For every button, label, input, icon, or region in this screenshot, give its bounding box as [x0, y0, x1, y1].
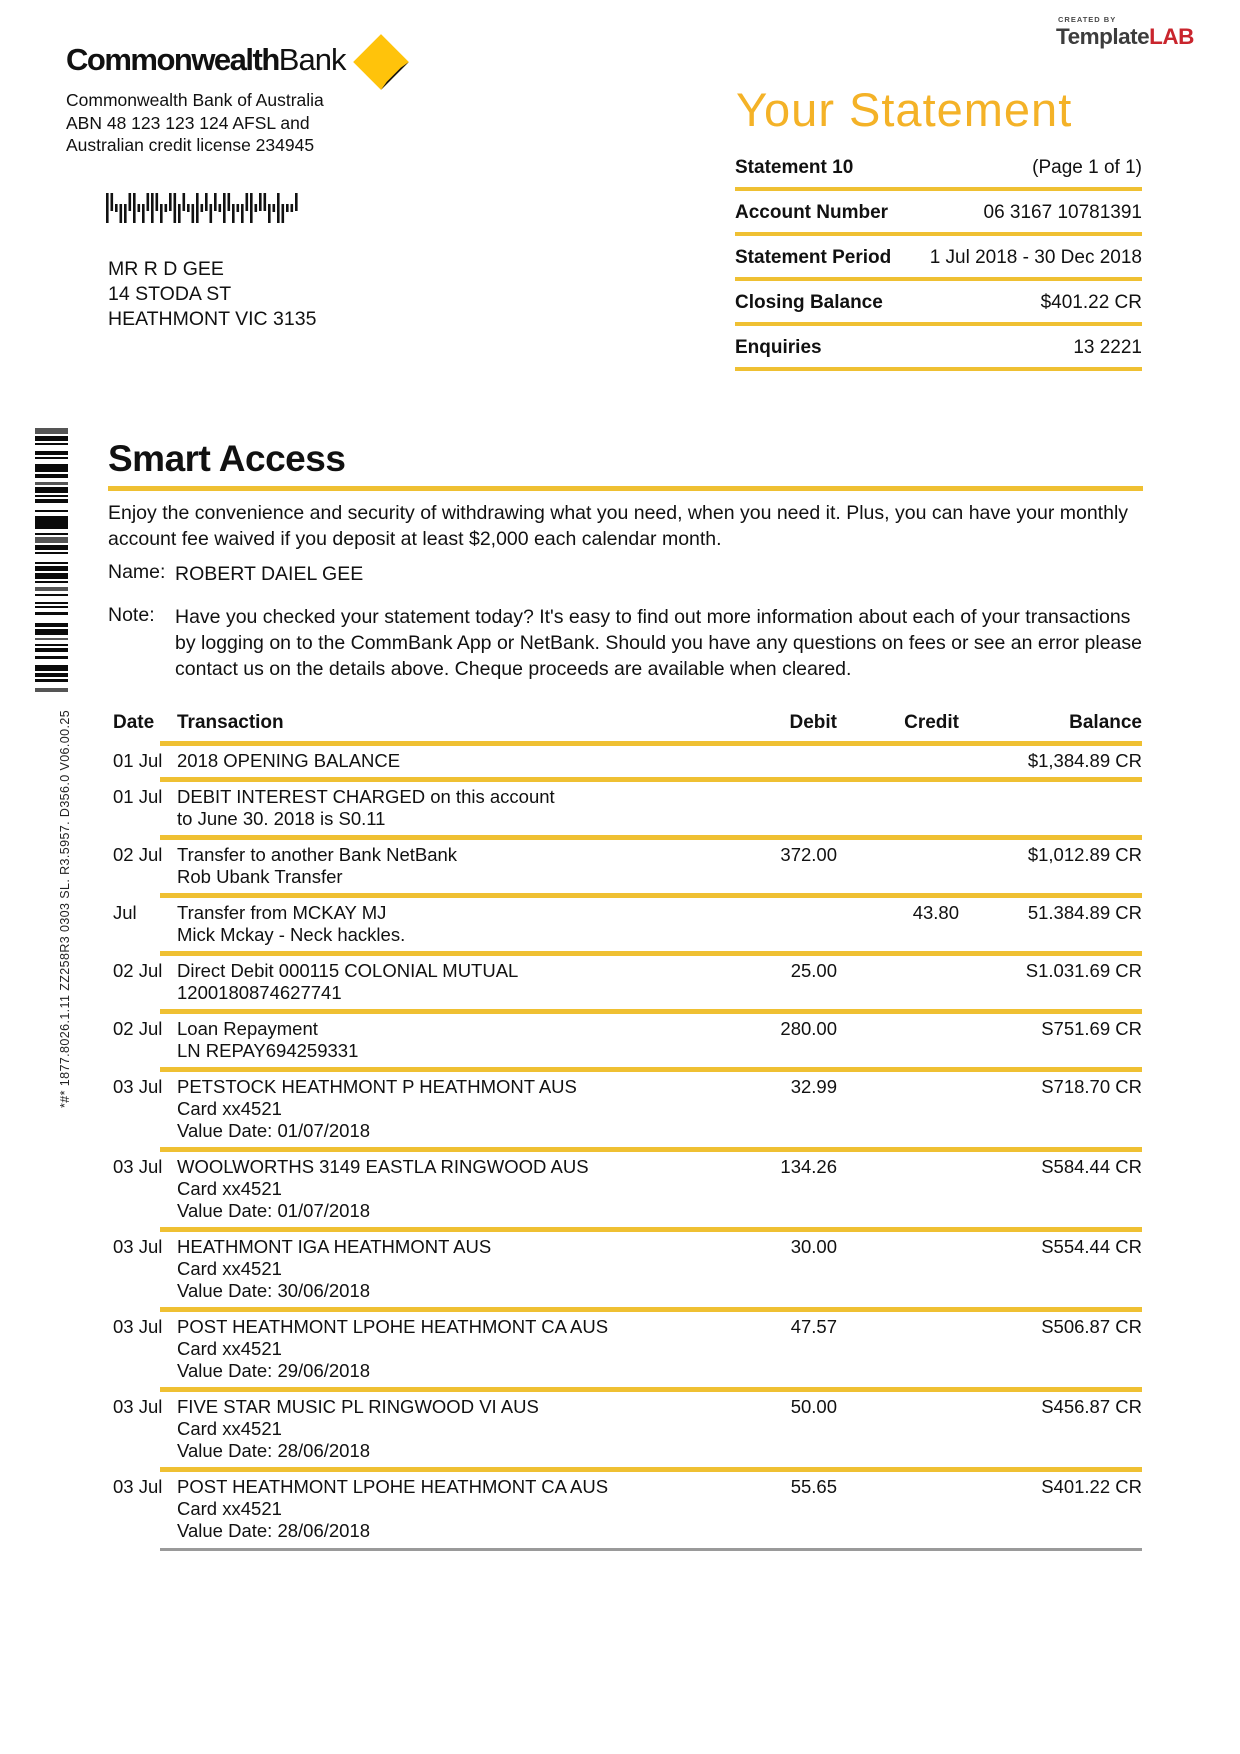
note-text: Have you checked your statement today? It's easy to find out more information about each of your transactions by logging on to the CommBank App or NetBank. Should you have any questions on fees or see an error please contact us on the details above. Cheque proceeds are available when cleared.	[175, 606, 1142, 680]
transaction-row	[113, 1232, 1142, 1307]
txn-date: 03 Jul	[113, 1476, 163, 1497]
info-row-statement-number	[735, 146, 1142, 191]
txn-date: 02 Jul	[113, 960, 163, 981]
templatelab-template-text: Template	[1056, 23, 1150, 49]
note-row	[108, 604, 1143, 682]
txn-balance: 51.384.89 CR	[1027, 902, 1142, 923]
txn-balance: S1.031.69 CR	[1025, 960, 1142, 981]
info-value: (Page 1 of 1)	[1032, 157, 1142, 178]
txn-balance: $1,012.89 CR	[1027, 844, 1142, 865]
page-title: Your Statement	[736, 83, 1073, 136]
txn-debit: 25.00	[790, 960, 837, 981]
col-header-transaction: Transaction	[177, 712, 284, 733]
recipient-address	[108, 257, 316, 332]
transaction-row	[113, 1152, 1142, 1227]
col-header-credit: Credit	[904, 712, 959, 733]
info-row-account-number	[735, 191, 1142, 236]
col-header-balance: Balance	[1069, 712, 1142, 733]
txn-date: 01 Jul	[113, 750, 163, 771]
txn-description: Transfer to another Bank NetBank Rob Ubank Transfer	[177, 844, 458, 887]
info-row-statement-period	[735, 236, 1142, 281]
info-label: Statement Period	[735, 247, 892, 268]
txn-date: 03 Jul	[113, 1316, 163, 1337]
templatelab-logo	[1056, 16, 1194, 48]
txn-balance: S584.44 CR	[1041, 1156, 1142, 1177]
transaction-row	[113, 956, 1142, 1009]
info-row-enquiries	[735, 326, 1142, 371]
transaction-row	[113, 1472, 1142, 1547]
spine-barcode-icon	[35, 428, 68, 690]
commbank-wordmark	[66, 42, 345, 78]
transactions-body	[113, 746, 1142, 1551]
recipient-line: 14 STODA ST	[108, 283, 232, 305]
txn-debit: 372.00	[780, 844, 837, 865]
txn-description: Direct Debit 000115 COLONIAL MUTUAL 1200180874627741	[177, 960, 519, 1003]
txn-debit: 280.00	[780, 1018, 837, 1039]
transaction-row	[113, 1014, 1142, 1067]
txn-balance: $1,384.89 CR	[1027, 750, 1142, 771]
address-barcode-icon	[105, 193, 301, 223]
txn-date: 01 Jul	[113, 786, 163, 807]
transaction-row	[113, 1392, 1142, 1467]
section-intro-text: Enjoy the convenience and security of withdrawing what you need, when you need it. Plus, you can have your monthly account fee waived if you deposit at least $2,000 each calendar month.	[108, 502, 1129, 550]
txn-balance: S506.87 CR	[1041, 1316, 1142, 1337]
templatelab-lab-text: LAB	[1149, 23, 1194, 49]
txn-description: DEBIT INTEREST CHARGED on this account to June 30. 2018 is S0.11	[177, 786, 555, 829]
txn-balance: S554.44 CR	[1041, 1236, 1142, 1257]
txn-date: 03 Jul	[113, 1396, 163, 1417]
txn-debit: 30.00	[790, 1236, 837, 1257]
name-label: Name:	[108, 561, 166, 583]
txn-balance: S751.69 CR	[1041, 1018, 1142, 1039]
txn-date: Jul	[113, 902, 137, 923]
txn-debit: 47.57	[790, 1316, 837, 1337]
col-header-date: Date	[113, 712, 155, 733]
recipient-line: MR R D GEE	[108, 258, 224, 280]
txn-description: 2018 OPENING BALANCE	[177, 750, 401, 771]
txn-date: 03 Jul	[113, 1076, 163, 1097]
info-value: 13 2221	[1073, 337, 1142, 358]
name-row	[108, 561, 1143, 587]
info-label: Statement 10	[735, 157, 854, 178]
txn-balance: S456.87 CR	[1041, 1396, 1142, 1417]
txn-date: 03 Jul	[113, 1156, 163, 1177]
transaction-row	[113, 898, 1142, 951]
bank-legal-lines	[66, 89, 324, 157]
txn-description: HEATHMONT IGA HEATHMONT AUS Card xx4521 Value Date: 30/06/2018	[177, 1236, 492, 1301]
transactions-table	[113, 712, 1142, 1551]
name-value: ROBERT DAIEL GEE	[175, 563, 364, 585]
transaction-row	[113, 840, 1142, 893]
txn-credit: 43.80	[912, 902, 959, 923]
txn-debit: 32.99	[790, 1076, 837, 1097]
txn-description: Transfer from MCKAY MJ Mick Mckay - Neck hackles.	[177, 902, 406, 945]
info-label: Enquiries	[735, 337, 822, 358]
legal-line: Commonwealth Bank of Australia	[66, 90, 324, 110]
txn-debit: 50.00	[790, 1396, 837, 1417]
transaction-row	[113, 746, 1142, 777]
spine-reference-code: *#* 1877.8026.1.11 ZZ258R3 0303 SL. R3.5957. D356.0 V06.00.25	[58, 709, 72, 1108]
transactions-header-row	[113, 712, 1142, 741]
txn-description: POST HEATHMONT LPOHE HEATHMONT CA AUS Card xx4521 Value Date: 29/06/2018	[177, 1316, 609, 1381]
wordmark-regular: Bank	[278, 42, 346, 77]
note-label: Note:	[108, 604, 155, 626]
txn-description: Loan Repayment LN REPAY694259331	[177, 1018, 359, 1061]
row-separator	[160, 1548, 1142, 1551]
transaction-row	[113, 1072, 1142, 1147]
legal-line: ABN 48 123 123 124 AFSL and	[66, 112, 310, 133]
info-value: $401.22 CR	[1040, 292, 1142, 313]
txn-description: WOOLWORTHS 3149 EASTLA RINGWOOD AUS Card xx4521 Value Date: 01/07/2018	[177, 1156, 589, 1221]
commbank-diamond-icon	[352, 33, 410, 91]
info-row-closing-balance	[735, 281, 1142, 326]
info-value: 06 3167 10781391	[983, 202, 1142, 223]
legal-line: Australian credit license 234945	[66, 135, 315, 155]
txn-description: PETSTOCK HEATHMONT P HEATHMONT AUS Card xx4521 Value Date: 01/07/2018	[177, 1076, 577, 1141]
txn-debit: 55.65	[790, 1476, 837, 1497]
txn-description: FIVE STAR MUSIC PL RINGWOOD VI AUS Card xx4521 Value Date: 28/06/2018	[177, 1396, 539, 1461]
section-heading: Smart Access	[108, 438, 346, 479]
txn-description: POST HEATHMONT LPOHE HEATHMONT CA AUS Card xx4521 Value Date: 28/06/2018	[177, 1476, 609, 1541]
txn-date: 03 Jul	[113, 1236, 163, 1257]
txn-date: 02 Jul	[113, 1018, 163, 1039]
wordmark-bold: Commonwealth	[66, 42, 279, 77]
txn-balance: S718.70 CR	[1041, 1076, 1142, 1097]
col-header-debit: Debit	[789, 712, 837, 733]
transaction-row	[113, 782, 1142, 835]
txn-date: 02 Jul	[113, 844, 163, 865]
statement-info-panel	[735, 146, 1142, 371]
txn-debit: 134.26	[780, 1156, 837, 1177]
created-by-label: CREATED BY	[1058, 15, 1117, 24]
transaction-row	[113, 1312, 1142, 1387]
info-value: 1 Jul 2018 - 30 Dec 2018	[929, 247, 1142, 268]
section-divider	[108, 486, 1143, 491]
info-label: Closing Balance	[735, 292, 883, 313]
info-label: Account Number	[735, 202, 889, 223]
txn-balance: S401.22 CR	[1041, 1476, 1142, 1497]
recipient-line: HEATHMONT VIC 3135	[108, 308, 317, 330]
